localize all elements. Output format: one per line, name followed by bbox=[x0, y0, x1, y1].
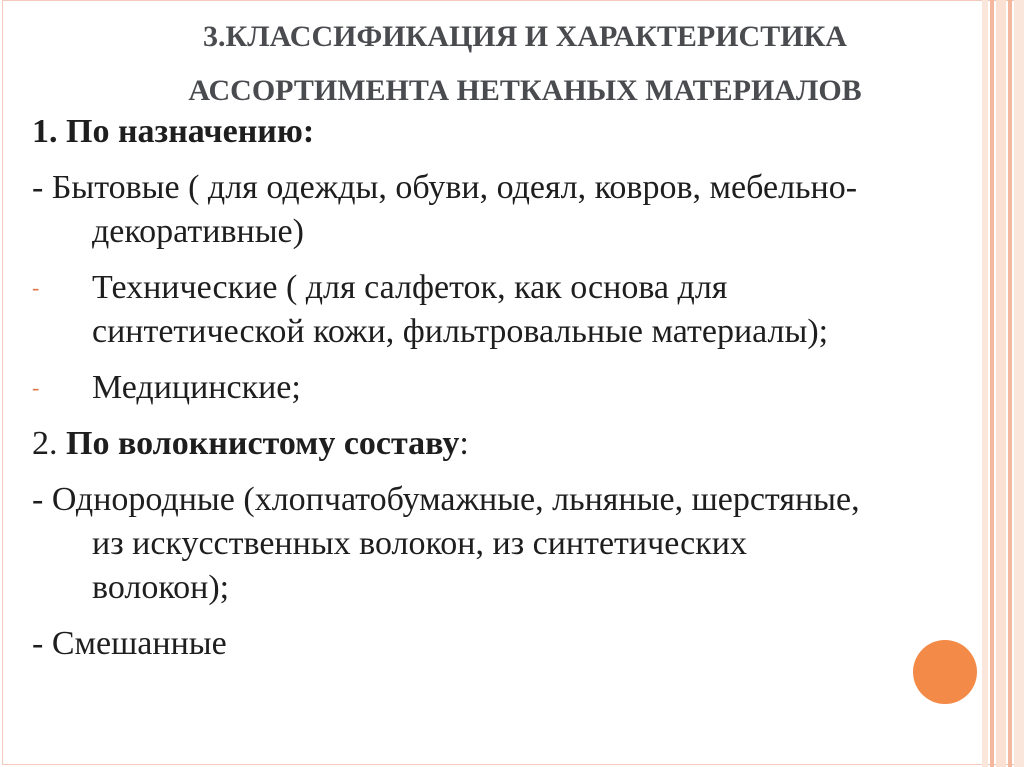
title-line-1: 3.КЛАССИФИКАЦИЯ И ХАРАКТЕРИСТИКА bbox=[203, 20, 847, 53]
section-1-heading: 1. По назначению: bbox=[32, 113, 315, 150]
list-item-technical bbox=[32, 266, 1007, 354]
bullet-dash-icon: - bbox=[32, 375, 40, 400]
list-item-line: из искусственных волокон, из синтетических bbox=[92, 525, 747, 562]
list-item-mixed bbox=[32, 622, 1007, 666]
list-item-line: - Бытовые ( для одежды, обуви, одеял, ковров, мебельно- bbox=[32, 169, 858, 206]
section-2-title: По волокнистому составу bbox=[66, 425, 460, 462]
list-item-line: - Однородные (хлопчатобумажные, льняные, шерстяные, bbox=[32, 481, 860, 518]
stripe bbox=[1008, 0, 1012, 767]
stripe bbox=[1014, 0, 1024, 767]
list-item-household bbox=[32, 166, 1007, 254]
slide-title bbox=[120, 10, 930, 118]
slide-body bbox=[32, 110, 1007, 678]
list-item-homogeneous bbox=[32, 478, 1007, 610]
section-2-heading bbox=[32, 422, 1007, 466]
section-2-number: 2. bbox=[32, 425, 66, 462]
list-item-line: синтетической кожи, фильтровальные материалы); bbox=[92, 313, 829, 350]
list-item-line: Технические ( для салфеток, как основа для bbox=[92, 269, 728, 306]
list-item-line: - Смешанные bbox=[32, 625, 227, 662]
list-item-line: декоративные) bbox=[92, 213, 304, 250]
title-line-2: АССОРТИМЕНТА НЕТКАНЫХ МАТЕРИАЛОВ bbox=[188, 74, 862, 107]
list-item-line: Медицинские; bbox=[92, 369, 301, 406]
list-item-line: волокон); bbox=[92, 569, 230, 606]
decorative-circle-icon bbox=[913, 640, 977, 704]
section-2-colon: : bbox=[459, 425, 469, 462]
bullet-dash-icon: - bbox=[32, 275, 40, 300]
list-item-medical bbox=[32, 366, 1007, 410]
